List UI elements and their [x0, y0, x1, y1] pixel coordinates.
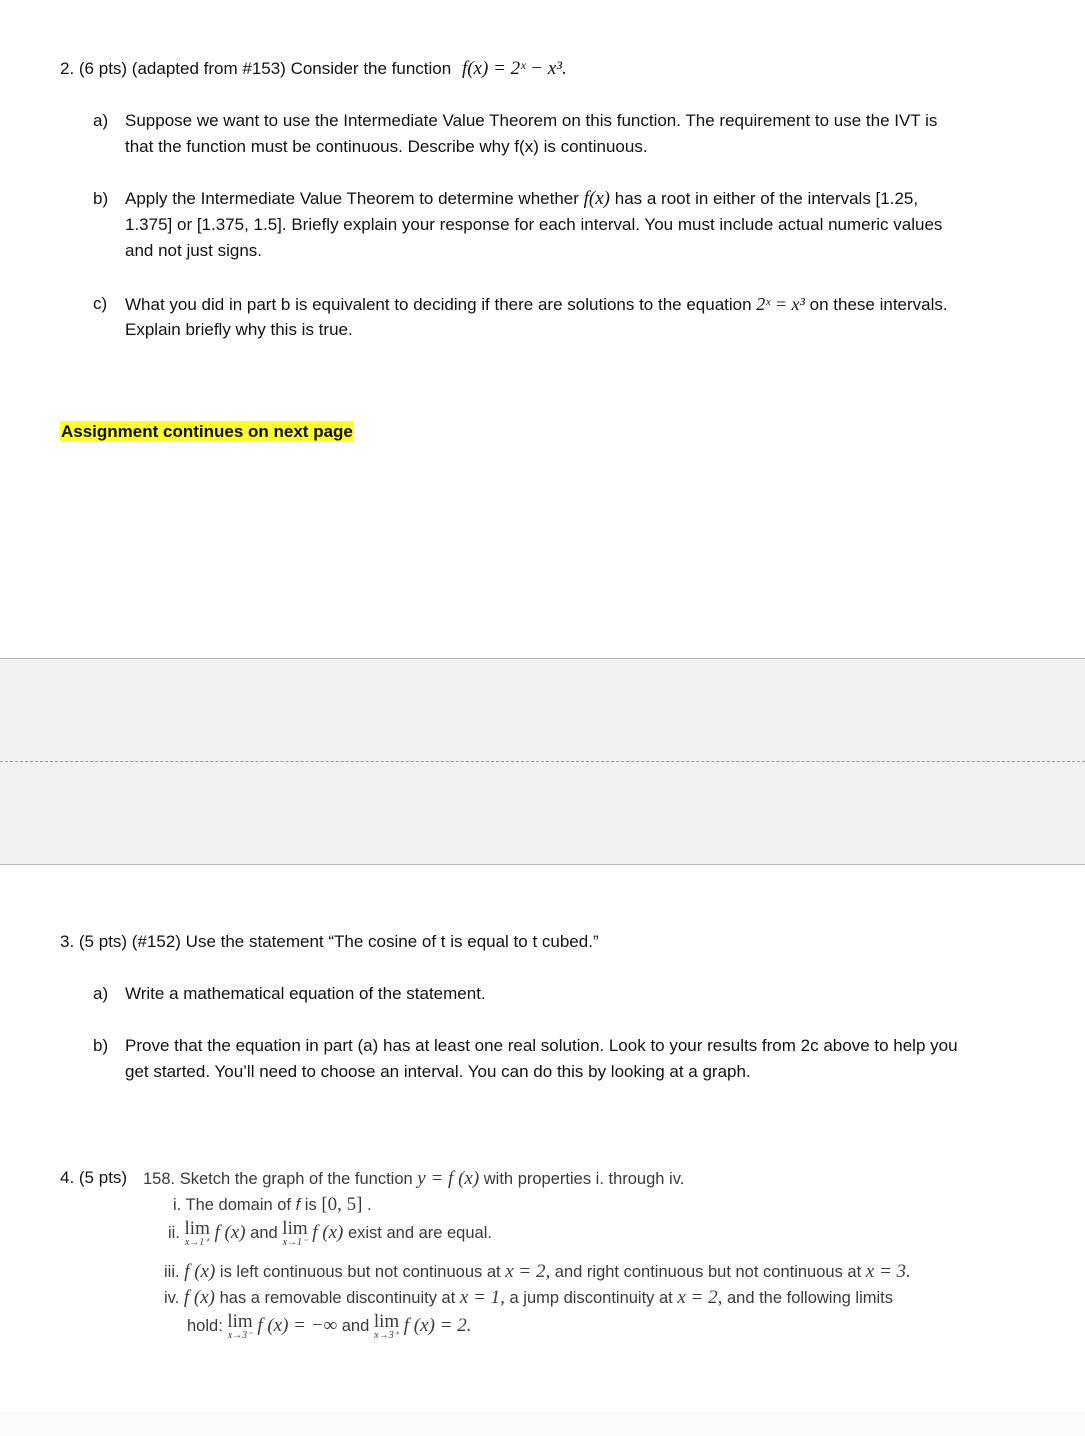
- lim-sub: x→3⁺: [374, 1330, 399, 1341]
- problem-4-intro-math: y = f (x): [417, 1168, 480, 1189]
- limit-1-minus: [282, 1220, 307, 1248]
- continue-notice: [60, 422, 354, 442]
- lim-text: lim: [282, 1218, 308, 1239]
- property-iii-text2: and right continuous but not continuous at: [554, 1263, 862, 1281]
- problem-2c-line1: [125, 291, 948, 318]
- property-iv: [164, 1285, 893, 1311]
- problem-2b-line2: 1.375] or [1.375, 1.5]. Briefly explain your response for each interval. You must include actual numeric values: [125, 215, 943, 234]
- property-iii-x3: x = 3.: [865, 1261, 911, 1282]
- problem-2c-text-post: on these intervals.: [809, 295, 948, 314]
- property-i-period: .: [367, 1196, 372, 1214]
- property-ii-and: and: [250, 1224, 278, 1242]
- property-iv-post: and the following limits: [726, 1289, 893, 1307]
- problem-2c-math: 2ˣ = x³: [756, 294, 805, 314]
- property-iii-f: f (x): [184, 1261, 216, 1282]
- hold-and: and: [341, 1317, 370, 1335]
- property-i: [173, 1192, 372, 1218]
- property-iii-x2: x = 2,: [505, 1261, 551, 1282]
- property-iii-label: iii.: [164, 1263, 180, 1281]
- lim-text: lim: [184, 1218, 210, 1239]
- property-iv-f: f (x): [183, 1287, 215, 1308]
- limit-3-minus: [227, 1313, 252, 1341]
- lim-text: lim: [373, 1311, 400, 1332]
- problem-4-header: 4. (5 pts): [60, 1168, 128, 1187]
- problem-2-header: [60, 56, 567, 82]
- property-iv-text2: a jump discontinuity at: [509, 1289, 673, 1307]
- problem-3a-label: a): [93, 984, 109, 1003]
- problem-2a-label: a): [93, 111, 109, 130]
- property-iv-x2: x = 2,: [677, 1287, 723, 1308]
- problem-2c-line2: Explain briefly why this is true.: [125, 320, 353, 339]
- problem-4-intro-text: . Sketch the graph of the function: [170, 1170, 413, 1188]
- hold-limit-2: f (x) = 2.: [403, 1315, 472, 1336]
- lim-sub: x→1⁺: [184, 1237, 210, 1248]
- property-iii-text1: is left continuous but not continuous at: [219, 1263, 501, 1281]
- problem-2a-line2: that the function must be continuous. Describe why f(x) is continuous.: [125, 137, 648, 156]
- hold-limit-1: f (x) = −∞: [257, 1315, 338, 1336]
- problem-2b-line1: [125, 186, 918, 212]
- problem-2a-line1: Suppose we want to use the Intermediate Value Theorem on this function. The requirement to use the IVT is: [125, 111, 938, 130]
- property-i-f: f: [295, 1196, 301, 1214]
- problem-4-intro-post: with properties i. through iv.: [483, 1170, 685, 1188]
- problem-3a-line1: Write a mathematical equation of the statement.: [125, 984, 486, 1003]
- problem-4-number: 158: [143, 1170, 171, 1188]
- property-ii-f1: f (x): [214, 1222, 246, 1243]
- problem-2-title: 2. (6 pts) (adapted from #153) Consider the function: [60, 59, 452, 78]
- problem-2b-math: f(x): [583, 188, 611, 209]
- problem-3b-line1: Prove that the equation in part (a) has at least one real solution. Look to your results from 2c above to help you: [125, 1036, 958, 1055]
- problem-2b-text-post: has a root in either of the intervals [1.25,: [614, 189, 919, 208]
- property-iv-label: iv.: [164, 1289, 180, 1307]
- limit-3-plus: [374, 1313, 399, 1341]
- page-break-dashed-line: [0, 761, 1085, 762]
- limit-1-plus: [185, 1220, 210, 1248]
- lim-sub: x→3⁻: [227, 1330, 253, 1341]
- hold-text: hold:: [187, 1317, 223, 1335]
- continue-notice-text: Assignment continues on next page: [61, 422, 353, 441]
- problem-3-header: 3. (5 pts) (#152) Use the statement “The cosine of t is equal to t cubed.”: [60, 932, 599, 951]
- property-ii-label: ii.: [168, 1224, 180, 1242]
- property-i-is: is: [304, 1196, 317, 1214]
- property-ii: [168, 1220, 492, 1248]
- problem-4-intro: [143, 1166, 684, 1192]
- lim-sub: x→1⁻: [282, 1237, 308, 1248]
- problem-3b-line2: get started. You’ll need to choose an interval. You can do this by looking at a graph.: [125, 1062, 751, 1081]
- property-iv-hold: [187, 1313, 471, 1341]
- property-iv-x1: x = 1,: [459, 1287, 505, 1308]
- property-iii: [164, 1259, 911, 1285]
- problem-2c-label: c): [93, 294, 108, 313]
- lim-text: lim: [227, 1311, 253, 1332]
- problem-3b-label: b): [93, 1036, 109, 1055]
- problem-2c-text: What you did in part b is equivalent to deciding if there are solutions to the equation: [125, 295, 752, 314]
- page-footer-shade: [0, 1412, 1085, 1436]
- property-ii-f2: f (x): [312, 1222, 344, 1243]
- problem-2-function: f(x) = 2ˣ − x³.: [461, 58, 567, 79]
- problem-2b-text: Apply the Intermediate Value Theorem to determine whether: [125, 189, 579, 208]
- property-i-text: i. The domain of: [173, 1196, 292, 1214]
- property-i-domain: [0, 5]: [321, 1194, 363, 1215]
- property-ii-post: exist and are equal.: [347, 1224, 492, 1242]
- problem-2b-line3: and not just signs.: [125, 241, 263, 260]
- problem-2b-label: b): [93, 189, 109, 208]
- property-iv-text1: has a removable discontinuity at: [219, 1289, 456, 1307]
